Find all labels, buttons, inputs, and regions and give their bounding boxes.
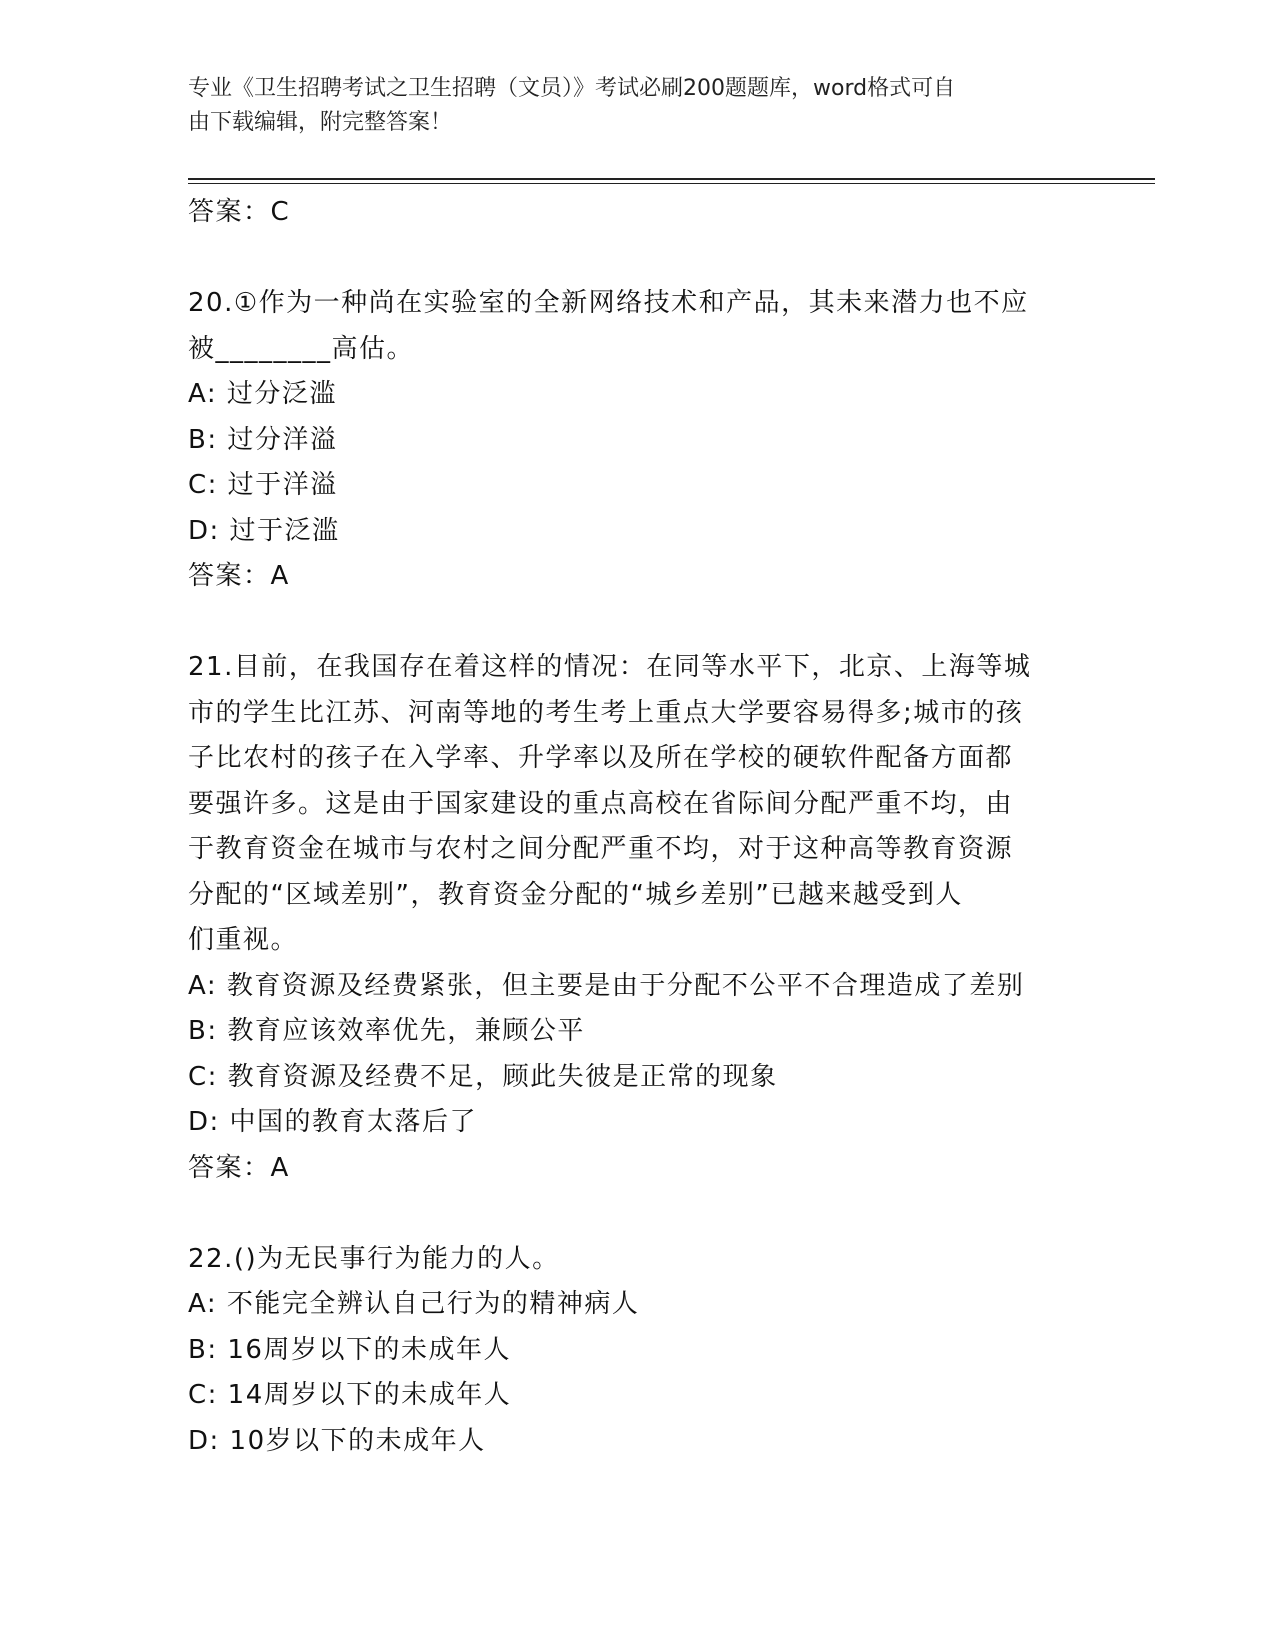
header-rule-thin [188, 183, 1155, 184]
option-d: D: 中国的教育太落后了 [188, 1107, 478, 1137]
option-a: A: 过分泛滥 [188, 379, 337, 409]
option-d: D: 10岁以下的未成年人 [188, 1425, 486, 1456]
answer: 答案：A [188, 1152, 290, 1183]
option-a: A: 不能完全辨认自己行为的精神病人 [188, 1289, 640, 1319]
question-stem-line: 要强许多。这是由于国家建设的重点高校在省际间分配严重不均，由 [188, 788, 1014, 819]
header-line-2: 由下载编辑，附完整答案！ [188, 110, 453, 135]
question-21 [188, 645, 1088, 1191]
prev-answer: 答案：C [188, 197, 291, 227]
spacer [188, 236, 1088, 282]
question-list [188, 190, 1088, 1464]
question-stem-line: 于教育资金在城市与农村之间分配严重不均，对于这种高等教育资源 [188, 834, 1014, 864]
option-d: D: 过于泛滥 [188, 515, 340, 546]
option-c: C: 教育资源及经费不足，顾此失彼是正常的现象 [188, 1061, 778, 1092]
question-20 [188, 281, 1088, 600]
answer: 答案：A [188, 561, 290, 591]
spacer [188, 1191, 1088, 1237]
question-stem-line: 22.()为无民事行为能力的人。 [188, 1243, 560, 1274]
option-a: A: 教育资源及经费紧张，但主要是由于分配不公平不合理造成了差别 [188, 970, 1025, 1001]
header-line-1: 专业《卫生招聘考试之卫生招聘（文员）》考试必刷200题题库，word格式可自 [188, 76, 956, 101]
option-b: B: 过分洋溢 [188, 424, 338, 455]
option-b: B: 16周岁以下的未成年人 [188, 1334, 511, 1365]
question-stem-line: 子比农村的孩子在入学率、升学率以及所在学校的硬软件配备方面都 [188, 743, 1014, 773]
question-stem-line: 们重视。 [188, 925, 299, 955]
question-stem-line: 21.目前，在我国存在着这样的情况：在同等水平下，北京、上海等城 [188, 652, 1032, 682]
question-stem-line: 20.①作为一种尚在实验室的全新网络技术和产品，其未来潜力也不应 [188, 288, 1029, 318]
question-stem-line: 市的学生比江苏、河南等地的考生考上重点大学要容易得多;城市的孩 [188, 697, 1024, 728]
question-stem-line: 被________高估。 [188, 333, 415, 364]
option-b: B: 教育应该效率优先，兼顾公平 [188, 1016, 585, 1046]
option-c: C: 过于洋溢 [188, 470, 338, 500]
question-22 [188, 1237, 1088, 1465]
spacer [188, 600, 1088, 646]
question-stem-line: 分配的“区域差别”，教育资金分配的“城乡差别”已越来越受到人 [188, 879, 963, 910]
option-c: C: 14周岁以下的未成年人 [188, 1380, 512, 1410]
document-header [188, 72, 1088, 140]
header-rule-thick [188, 178, 1155, 180]
